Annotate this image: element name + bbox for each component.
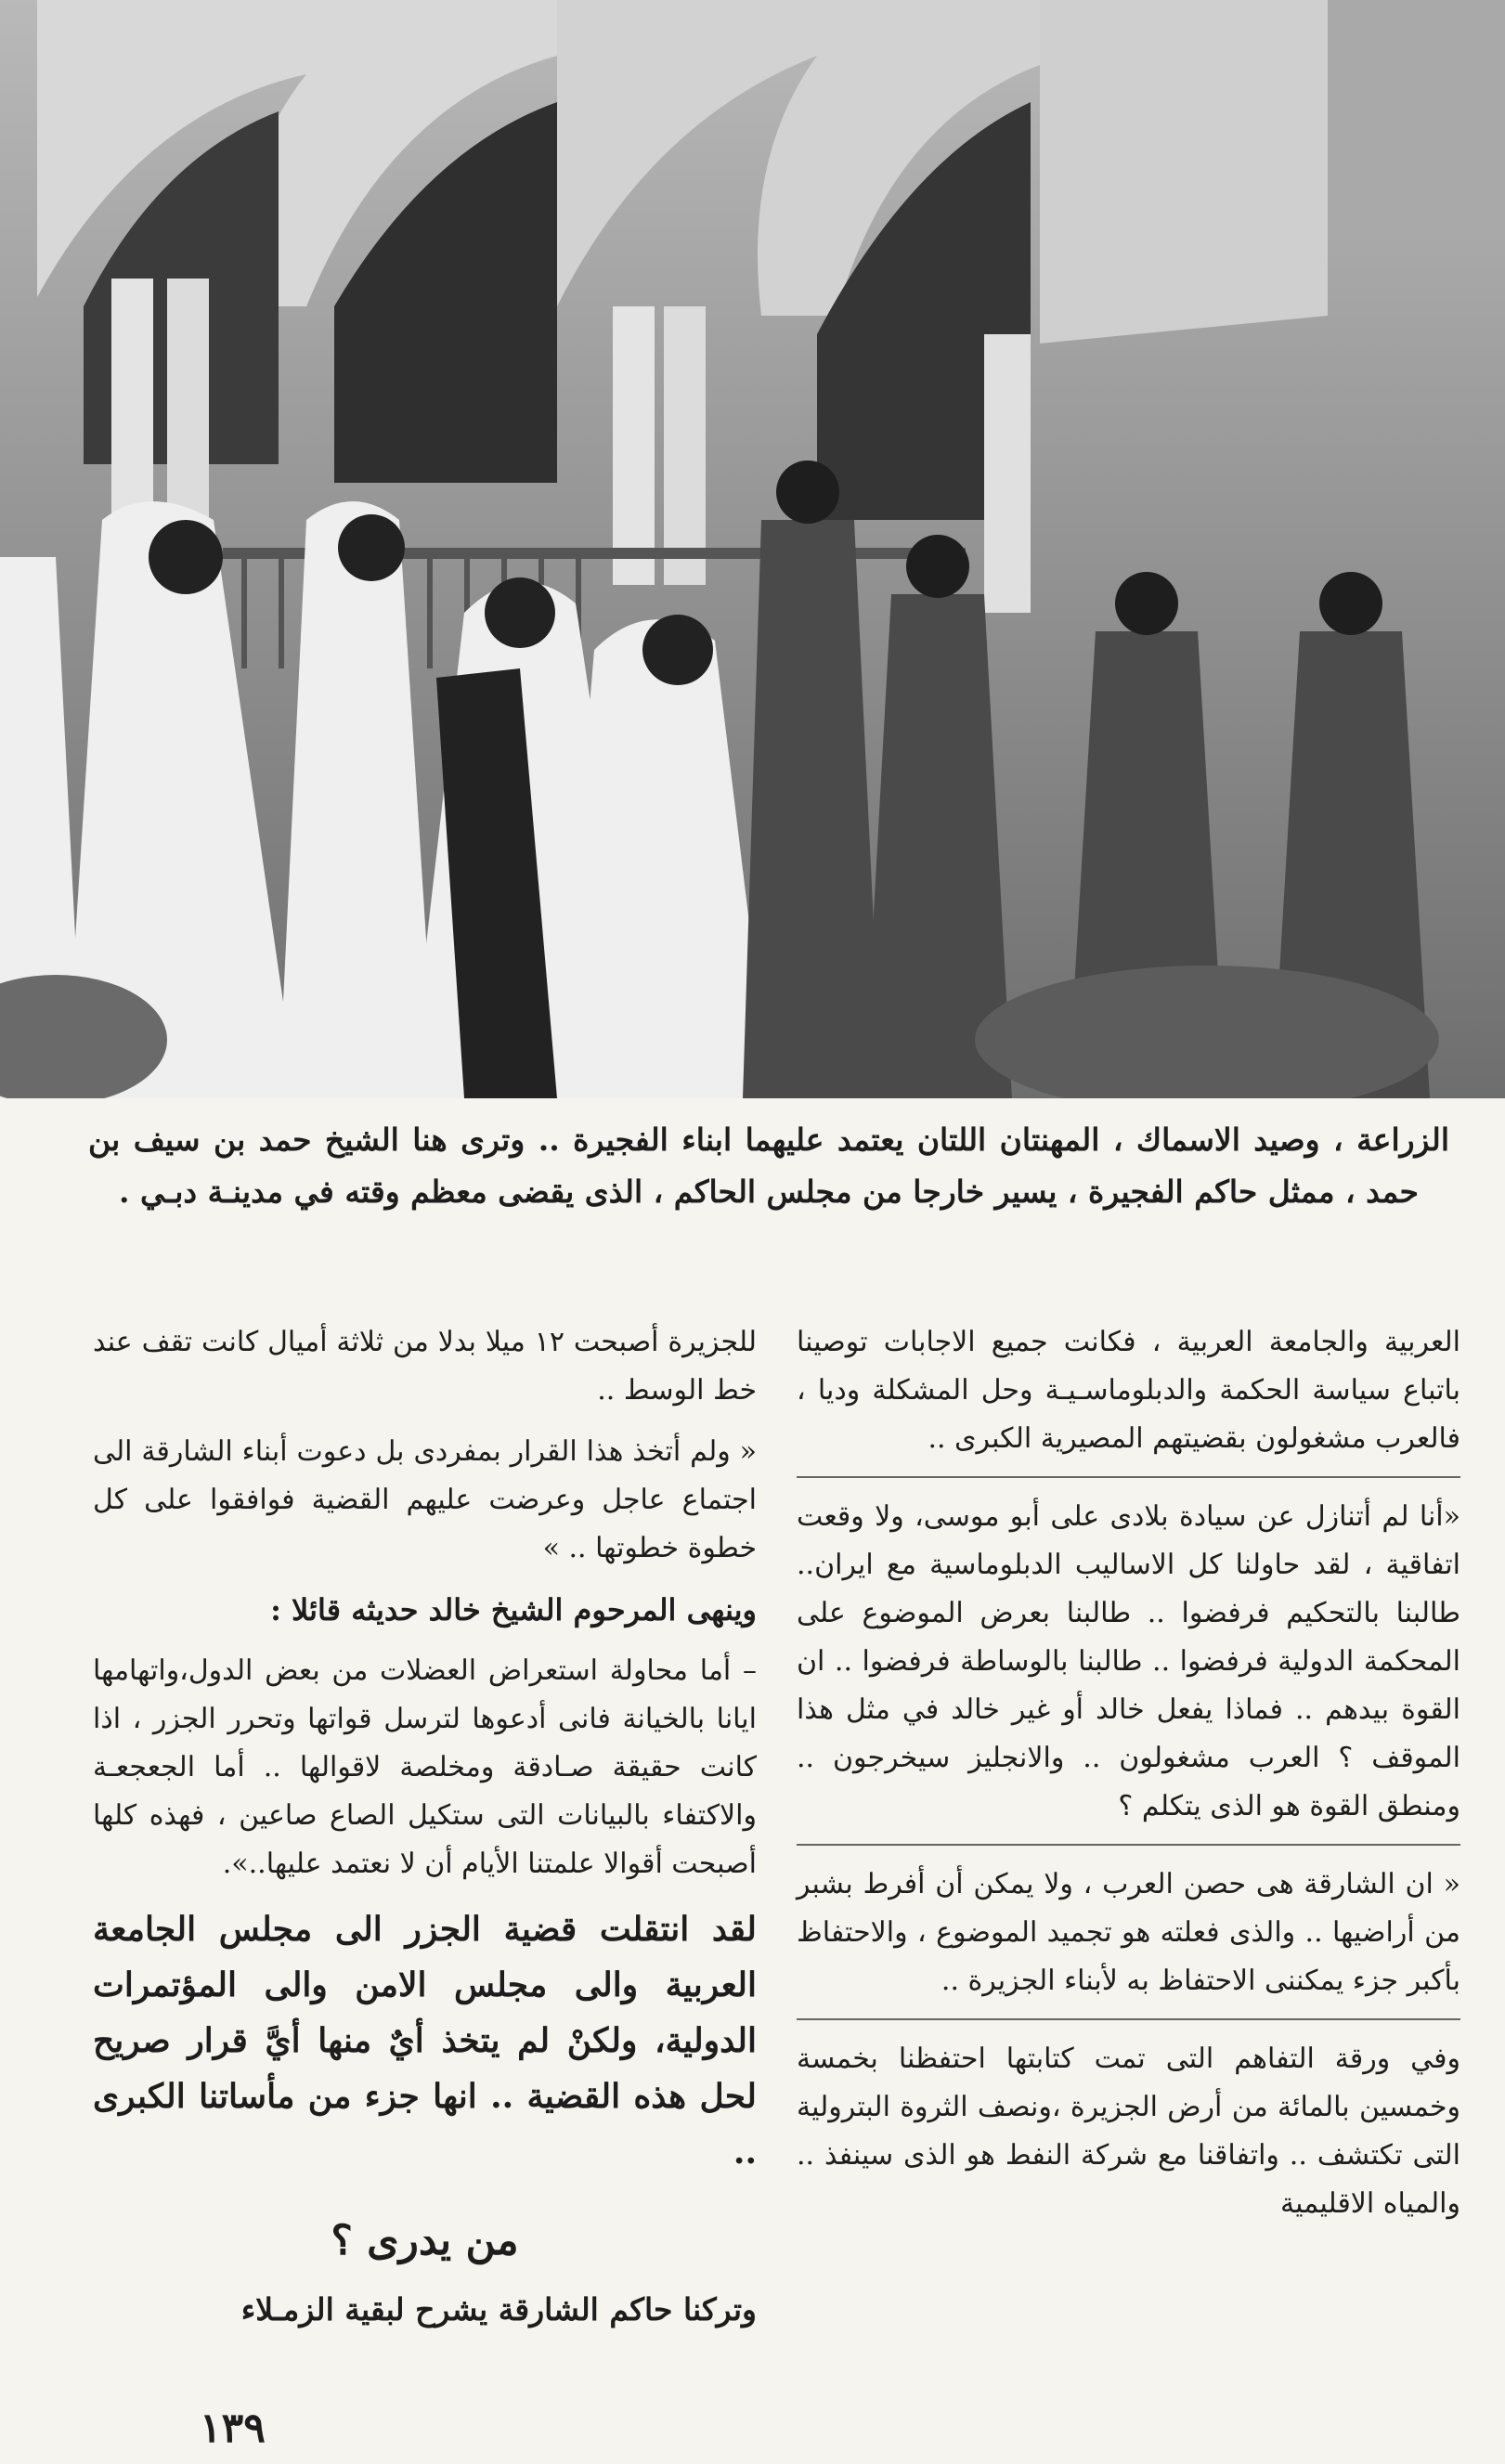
right-column	[797, 1318, 1460, 2241]
photo-caption: الزراعة ، وصيد الاسماك ، المهنتان اللتان يعتمد عليهما ابناء الفجيرة .. وترى هنا الشيخ حمد بن سيف بن حمد ، ممثل حاكم الفجيرة ، يسير خارجا من مجلس الحاكم ، الذى يقضى معظم وقته في مدينـة دبـي .	[88, 1122, 1449, 1210]
highlight-paragraph: لقد انتقلت قضية الجزر الى مجلس الجامعة العربية والى مجلس الامن والى المؤتمرات الدولية، ولكنْ لم يتخذ أيٌ منها أيَّ قرار صريح لحل هذه القضية .. انها جزء من مأساتنا الكبرى ..	[93, 1910, 757, 2172]
section-heading: من يدرى ؟	[331, 2217, 519, 2264]
left-column	[93, 1318, 757, 2347]
paragraph: « ان الشارقة هى حصن العرب ، ولا يمكن أن أفرط بشبر من أراضيها .. والذى فعلته هو تجميد الموضوع ، والاحتفاظ بأكبر جزء يمكننى الاحتفاظ به لأبناء الجزيرة ..	[797, 1868, 1460, 1997]
subheading: وينهى المرحوم الشيخ خالد حديثه قائلا :	[270, 1592, 757, 1628]
paragraph: «أنا لم أتنازل عن سيادة بلادى على أبو موسى، ولا وقعت اتفاقية ، لقد حاولنا كل الاساليب الدبلوماسية مع ايران.. طالبنا بالتحكيم فرفضوا .. طالبنا بعرض الموضوع على المحكمة الدولية فرفضوا .. طالبنا بالوساطة فرفضوا .. ان القوة بيدهم .. فماذا يفعل خالد أو غير خالد في مثل هذا الموقف ؟ العرب مشغولون .. والانجليز سيخرجون .. ومنطق القوة هو الذى يتكلم ؟	[797, 1500, 1460, 1822]
paragraph: – أما محاولة استعراض العضلات من بعض الدول،واتهامها ايانا بالخيانة فانى أدعوها لترسل قواتها وتحرر الجزر ، اذا كانت حقيقة صـادقة ومخلصة لاقوالها .. أما الجعجعـة والاكتفاء بالبيانات التى ستكيل الصاع صاعين ، فهذه كلها أصبحت أقوالا علمتنا الأيام أن لا نعتمد عليها..».	[93, 1654, 757, 1880]
page-number: ١٣٩	[200, 2405, 266, 2452]
divider	[797, 2018, 1460, 2020]
divider	[797, 1844, 1460, 1846]
photograph	[0, 0, 1505, 1098]
paragraph: وفي ورقة التفاهم التى تمت كتابتها احتفظنا بخمسة وخمسين بالمائة من أرض الجزيرة ،ونصف الثروة البترولية التى تكتشف .. واتفاقنا مع شركة النفط هو الذى سينفذ .. والمياه الاقليمية	[797, 2043, 1460, 2220]
paragraph: للجزيرة أصبحت ١٢ ميلا بدلا من ثلاثة أميال كانت تقف عند خط الوسط ..	[93, 1326, 757, 1407]
photo-sheikhs-leaving-council-icon	[0, 0, 1505, 1098]
divider	[797, 1476, 1460, 1478]
paragraph: العربية والجامعة العربية ، فكانت جميع الاجابات توصينا باتباع سياسة الحكمة والدبلوماسـيـة وحل المشكلة وديا ، فالعرب مشغولون بقضيتهم المصيرية الكبرى ..	[797, 1326, 1460, 1455]
paragraph: « ولم أتخذ هذا القرار بمفردى بل دعوت أبناء الشارقة الى اجتماع عاجل وعرضت عليهم القضية فوافقوا على كل خطوة خطوتها .. »	[93, 1435, 757, 1564]
paragraph: وتركنا حاكم الشارقة يشرح لبقية الزمـلاء	[240, 2291, 757, 2328]
